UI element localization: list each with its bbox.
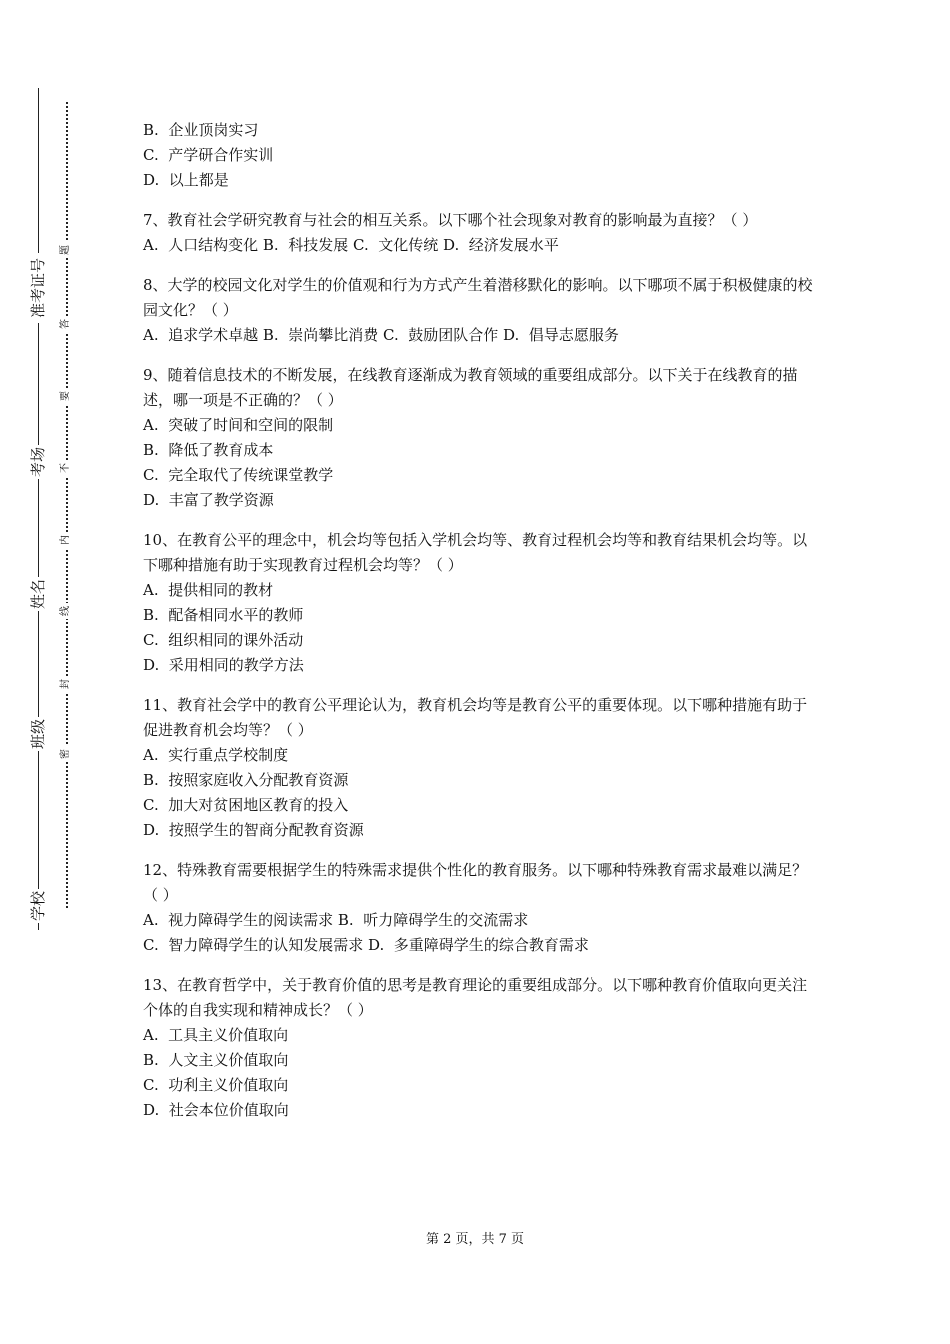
seal-char: 题 xyxy=(58,242,74,258)
seal-dotted-line xyxy=(66,102,68,908)
seal-char: 封 xyxy=(58,676,74,692)
name-label: 姓名 xyxy=(21,577,55,611)
question-11 xyxy=(143,693,815,843)
question-13 xyxy=(143,973,815,1123)
answer-option: C. 产学研合作实训 xyxy=(143,146,274,164)
answer-option: C. 智力障碍学生的认知发展需求 D. 多重障碍学生的综合教育需求 xyxy=(143,936,589,954)
answer-option: C. 加大对贫困地区教育的投入 xyxy=(143,796,349,814)
answer-option: B. 人文主义价值取向 xyxy=(143,1051,289,1069)
binding-solid-line xyxy=(38,88,39,930)
question-stem: 12、特殊教育需要根据学生的特殊需求提供个性化的教育服务。以下哪种特殊教育需求最难以满足？（ ） xyxy=(143,861,808,904)
question-10 xyxy=(143,528,815,678)
question-stem: 10、在教育公平的理念中，机会均等包括入学机会均等、教育过程机会均等和教育结果机会均等。以下哪种措施有助于实现教育过程机会均等？（ ） xyxy=(143,531,808,574)
admission-ticket-label: 准考证号 xyxy=(21,253,55,323)
question-stem: 9、随着信息技术的不断发展，在线教育逐渐成为教育领域的重要组成部分。以下关于在线教育的描述，哪一项是不正确的？（ ） xyxy=(143,366,798,409)
answer-option: A. 人口结构变化 B. 科技发展 C. 文化传统 D. 经济发展水平 xyxy=(143,236,559,254)
seal-char: 内 xyxy=(58,532,74,548)
exam-room-label: 考场 xyxy=(21,445,55,479)
seal-char: 答 xyxy=(58,316,74,332)
answer-option: C. 功利主义价值取向 xyxy=(143,1076,289,1094)
answer-option: A. 追求学术卓越 B. 崇尚攀比消费 C. 鼓励团队合作 D. 倡导志愿服务 xyxy=(143,326,619,344)
seal-char: 不 xyxy=(58,460,74,476)
page-number: 第 2 页，共 7 页 xyxy=(425,1232,525,1247)
seal-char: 密 xyxy=(58,746,74,762)
answer-option: B. 按照家庭收入分配教育资源 xyxy=(143,771,349,789)
question-8 xyxy=(143,273,815,348)
question-list xyxy=(143,118,815,1123)
question-stem: 7、教育社会学研究教育与社会的相互关系。以下哪个社会现象对教育的影响最为直接？（ ） xyxy=(143,211,758,229)
binding-margin xyxy=(0,0,110,1344)
answer-option: D. 丰富了教学资源 xyxy=(143,491,274,509)
answer-option: A. 实行重点学校制度 xyxy=(143,746,289,764)
question-6-continued xyxy=(143,118,815,193)
seal-char: 线 xyxy=(58,603,74,619)
class-label: 班级 xyxy=(21,717,55,751)
question-12 xyxy=(143,858,815,958)
school-label: 学校 xyxy=(21,889,55,923)
question-stem: 13、在教育哲学中，关于教育价值的思考是教育理论的重要组成部分。以下哪种教育价值取向更关注个体的自我实现和精神成长？（ ） xyxy=(143,976,808,1019)
answer-option: A. 视力障碍学生的阅读需求 B. 听力障碍学生的交流需求 xyxy=(143,911,529,929)
answer-option: B. 降低了教育成本 xyxy=(143,441,274,459)
question-stem: 11、教育社会学中的教育公平理论认为，教育机会均等是教育公平的重要体现。以下哪种措施有助于促进教育机会均等？（ ） xyxy=(143,696,808,739)
seal-char: 要 xyxy=(58,388,74,404)
answer-option: D. 以上都是 xyxy=(143,171,229,189)
question-9 xyxy=(143,363,815,513)
answer-option: B. 企业顶岗实习 xyxy=(143,121,259,139)
answer-option: D. 采用相同的教学方法 xyxy=(143,656,304,674)
question-stem: 8、大学的校园文化对学生的价值观和行为方式产生着潜移默化的影响。以下哪项不属于积极健康的校园文化？（ ） xyxy=(143,276,813,319)
answer-option: A. 工具主义价值取向 xyxy=(143,1026,289,1044)
answer-option: A. 提供相同的教材 xyxy=(143,581,274,599)
answer-option: D. 社会本位价值取向 xyxy=(143,1101,289,1119)
answer-option: A. 突破了时间和空间的限制 xyxy=(143,416,334,434)
answer-option: B. 配备相同水平的教师 xyxy=(143,606,304,624)
question-7 xyxy=(143,208,815,258)
answer-option: C. 组织相同的课外活动 xyxy=(143,631,304,649)
answer-option: D. 按照学生的智商分配教育资源 xyxy=(143,821,364,839)
answer-option: C. 完全取代了传统课堂教学 xyxy=(143,466,334,484)
